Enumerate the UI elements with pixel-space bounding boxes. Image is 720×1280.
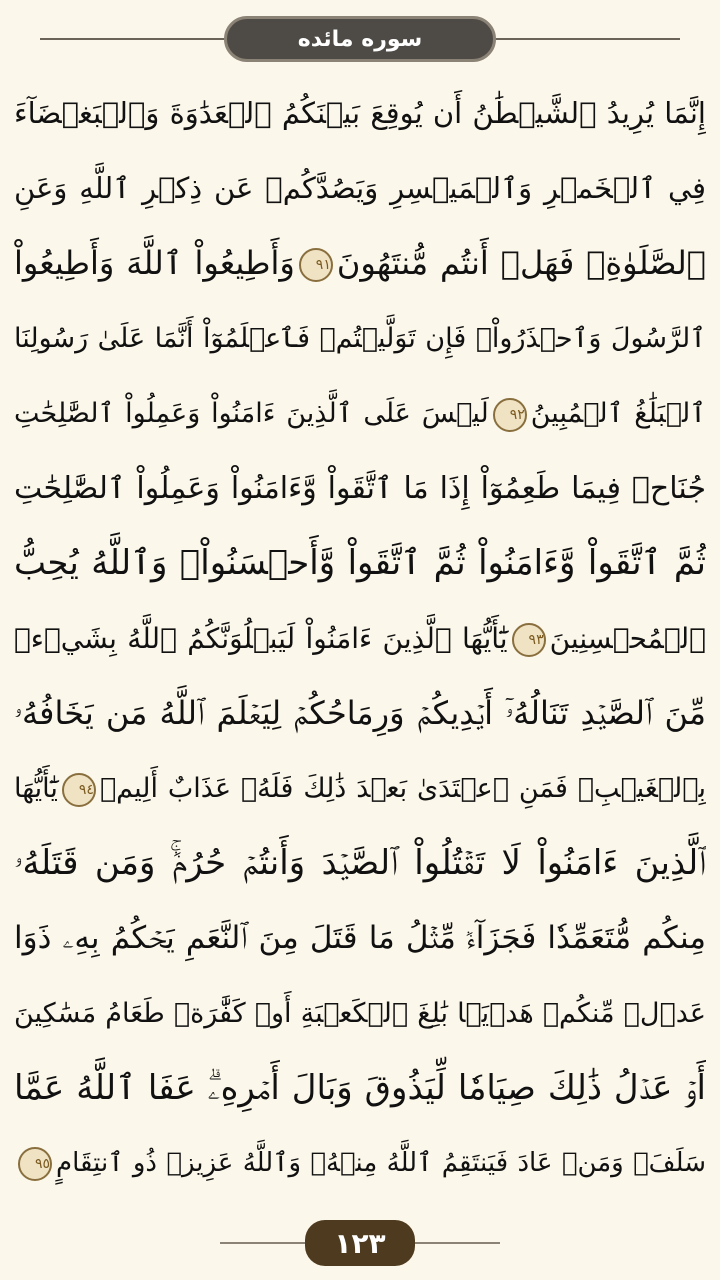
text-line-13: عَدۡلٖ مِّنكُمۡ هَدۡيَۢا بَٰلِغَ ٱلۡكَعۡبَةِ أَوۡ كَفَّٰرَةٞ طَعَامُ مَسَٰكِينَ [14,998,706,1029]
header-rule-right [490,38,680,40]
ayah-marker-93: ٩٣ [512,623,546,657]
ayah-marker-95: ٩٥ [18,1147,52,1181]
surah-title: سوره مائده [224,16,496,62]
ayah-marker-94: ٩٤ [62,773,96,807]
page-number: ١٢٣ [305,1220,415,1266]
quran-page-text [14,76,706,1202]
footer-rule-right [400,1242,500,1244]
text-line-15: سَلَفَۚ وَمَنۡ عَادَ فَيَنتَقِمُ ٱللَّهُ مِنۡهُۚ وَٱللَّهُ عَزِيزٞ ذُو ٱنتِقَامٍ٩٥ [14,1126,706,1201]
ayah-marker-92: ٩٢ [493,398,527,432]
page-footer [0,1212,720,1272]
text-line-12: مِنكُم مُّتَعَمِّدٗا فَجَزَآءٞ مِّثۡلُ مَا قَتَلَ مِنَ ٱلنَّعَمِ يَحۡكُمُ بِهِۦ ذَوَا [14,920,706,956]
header-rule-left [40,38,230,40]
text-line-3: ٱلصَّلَوٰةِۖ فَهَلۡ أَنتُم مُّنتَهُونَ٩١وَأَطِيعُواْ ٱللَّهَ وَأَطِيعُواْ [14,244,706,282]
text-line-5: ٱلۡبَلَٰغُ ٱلۡمُبِينُ٩٢لَيۡسَ عَلَى ٱلَّذِينَ ءَامَنُواْ وَعَمِلُواْ ٱلصَّٰلِحَٰتِ [14,376,706,451]
text-line-6: جُنَاحٞ فِيمَا طَعِمُوٓاْ إِذَا مَا ٱتَّقَواْ وَّءَامَنُواْ وَعَمِلُواْ ٱلصَّٰلِحَٰتِ [14,471,706,506]
text-line-7: ثُمَّ ٱتَّقَواْ وَّءَامَنُواْ ثُمَّ ٱتَّقَواْ وَّأَحۡسَنُواْۚ وَٱللَّهُ يُحِبُّ [14,543,706,583]
text-line-1: إِنَّمَا يُرِيدُ ٱلشَّيۡطَٰنُ أَن يُوقِعَ بَيۡنَكُمُ ٱلۡعَدَٰوَةَ وَٱلۡبَغۡضَآءَ [14,96,706,130]
text-line-11: ٱلَّذِينَ ءَامَنُواْ لَا تَقۡتُلُواْ ٱلصَّيۡدَ وَأَنتُمۡ حُرُمٞۚ وَمَن قَتَلَهُۥ [14,843,706,883]
text-line-14: أَوۡ عَدۡلُ ذَٰلِكَ صِيَامٗا لِّيَذُوقَ وَبَالَ أَمۡرِهِۦۗ عَفَا ٱللَّهُ عَمَّا [14,1068,706,1108]
ayah-marker-91: ٩١ [299,248,333,282]
text-line-10: بِٱلۡغَيۡبِۚ فَمَنِ ٱعۡتَدَىٰ بَعۡدَ ذَٰلِكَ فَلَهُۥ عَذَابٌ أَلِيمٞ٩٤يَٰٓأَيُّهَا [14,751,706,826]
text-line-2: فِي ٱلۡخَمۡرِ وَٱلۡمَيۡسِرِ وَيَصُدَّكُمۡ عَن ذِكۡرِ ٱللَّهِ وَعَنِ [14,171,706,205]
text-line-4: ٱلرَّسُولَ وَٱحۡذَرُواْۚ فَإِن تَوَلَّيۡتُمۡ فَٱعۡلَمُوٓاْ أَنَّمَا عَلَىٰ رَسُولِنَا [14,323,706,354]
surah-header [0,0,720,80]
text-line-8: ٱلۡمُحۡسِنِينَ٩٣يَٰٓأَيُّهَا ٱلَّذِينَ ءَامَنُواْ لَيَبۡلُوَنَّكُمُ ٱللَّهُ بِشَيۡءٖ [14,622,706,655]
text-line-9: مِّنَ ٱلصَّيۡدِ تَنَالُهُۥٓ أَيۡدِيكُمۡ وَرِمَاحُكُمۡ لِيَعۡلَمَ ٱللَّهُ مَن يَخَافُهُۥ [14,694,706,732]
